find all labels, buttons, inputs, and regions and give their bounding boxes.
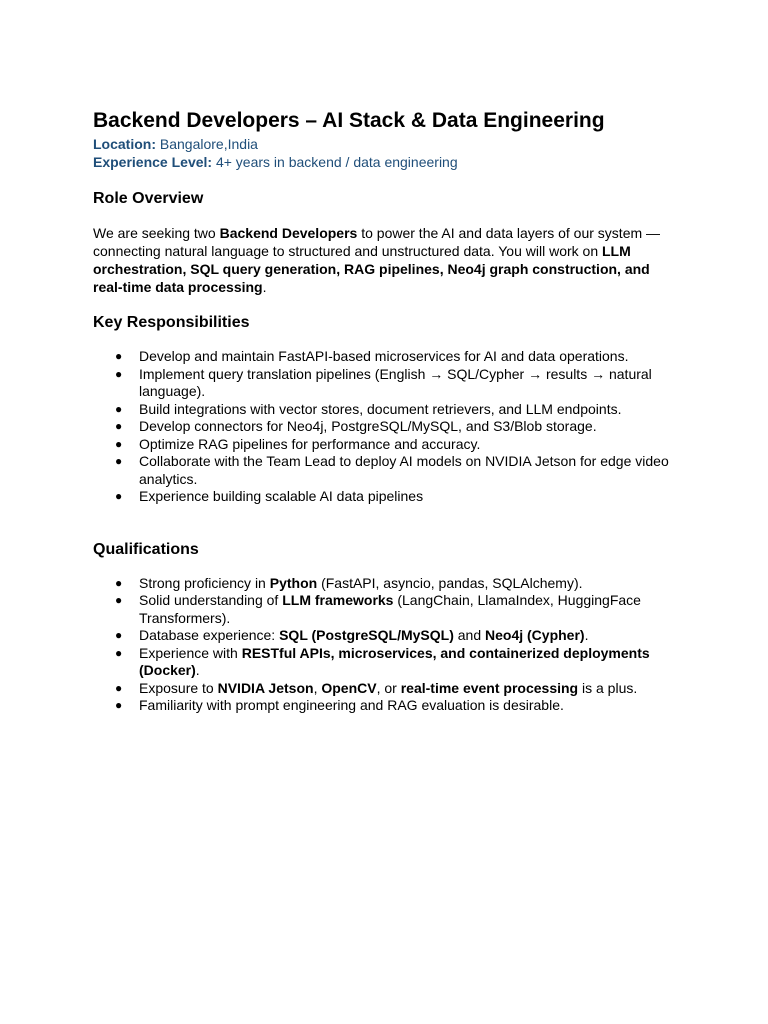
qualification-text: Familiarity with prompt engineering and RAG evaluation is desirable. (139, 697, 564, 713)
qualification-text: . (584, 627, 589, 643)
responsibility-text: Implement query translation pipelines (English → SQL/Cypher → results → natural language). (139, 365, 652, 399)
bullet-icon: ● (115, 349, 123, 363)
experience-line (93, 153, 683, 171)
bullet-icon: ● (115, 575, 123, 590)
list-item (93, 348, 683, 366)
qualifications-list (93, 575, 683, 715)
experience-value: 4+ years in backend / data engineering (212, 154, 458, 170)
qualification-bold: RESTful APIs, microservices, and containerized deployments (Docker) (139, 644, 650, 678)
qualification-bold: OpenCV (321, 679, 377, 696)
bullet-icon: ● (115, 698, 123, 712)
qualification-bold: Neo4j (Cypher) (485, 627, 585, 643)
overview-text-1: We are seeking two (93, 225, 220, 241)
document-page (93, 107, 683, 715)
qualifications-heading: Qualifications (93, 540, 199, 558)
list-item (93, 592, 683, 627)
location-label: Location: (93, 136, 156, 152)
bullet-icon: ● (115, 645, 123, 660)
qualification-bold: Python (269, 574, 318, 591)
list-item (93, 627, 683, 645)
qualification-text: Experience with (139, 644, 242, 661)
qualification-text: , (313, 679, 322, 696)
location-value: Bangalore,India (156, 136, 258, 152)
overview-bold-2: LLM orchestration, SQL query generation, RAG pipelines, Neo4j graph construction, and real-time data processing (93, 243, 650, 295)
overview-bold-1: Backend Developers (219, 225, 358, 241)
qualification-text: Strong proficiency in (139, 574, 270, 591)
bullet-icon: ● (115, 454, 123, 468)
list-item (93, 645, 683, 680)
qualification-text: and (453, 627, 485, 643)
list-item (93, 680, 683, 698)
responsibility-text: Optimize RAG pipelines for performance and accuracy. (139, 435, 481, 452)
key-responsibilities-heading: Key Responsibilities (93, 314, 250, 331)
location-line (93, 135, 683, 153)
bullet-icon: ● (115, 401, 123, 416)
bullet-icon: ● (115, 436, 123, 451)
overview-text-3: . (262, 279, 267, 295)
list-item (93, 575, 683, 593)
qualification-bold: SQL (PostgreSQL/MySQL) (279, 627, 454, 643)
responsibility-text: Develop and maintain FastAPI-based microservices for AI and data operations. (139, 348, 629, 364)
bullet-icon: ● (115, 680, 123, 695)
list-item (93, 401, 683, 419)
qualification-text: Exposure to (139, 679, 218, 696)
qualification-text: Database experience: (139, 627, 280, 643)
responsibility-text: Experience building scalable AI data pipelines (139, 488, 424, 504)
bullet-icon: ● (115, 593, 123, 607)
list-item (93, 697, 683, 715)
list-item (93, 453, 683, 488)
qualification-text: , or (376, 679, 401, 696)
responsibility-text: Build integrations with vector stores, document retrievers, and LLM endpoints. (139, 400, 622, 417)
responsibility-text: Develop connectors for Neo4j, PostgreSQL/MySQL, and S3/Blob storage. (139, 418, 597, 434)
qualification-bold: real-time event processing (400, 679, 579, 696)
qualification-text: (LangChain, LlamaIndex, HuggingFace Transformers). (139, 592, 641, 626)
list-item (93, 366, 683, 401)
list-item (93, 488, 683, 506)
experience-label: Experience Level: (93, 154, 213, 170)
qualification-text: is a plus. (578, 679, 638, 696)
qualification-bold: NVIDIA Jetson (217, 679, 314, 696)
role-overview-heading: Role Overview (93, 190, 204, 207)
responsibility-text: Collaborate with the Team Lead to deploy AI models on NVIDIA Jetson for edge video analytics. (139, 453, 669, 487)
bullet-icon: ● (115, 489, 123, 503)
responsibilities-list (93, 348, 683, 506)
qualification-text: . (195, 662, 200, 678)
page-title: Backend Developers – AI Stack & Data Engineering (93, 109, 605, 132)
bullet-icon: ● (115, 366, 123, 381)
list-item (93, 436, 683, 454)
qualification-text: Solid understanding of (139, 592, 283, 608)
bullet-icon: ● (115, 419, 123, 433)
overview-text-2: to power the AI and data layers of our system — connecting natural language to structured and unstructured data. You will work on (93, 225, 661, 259)
qualification-text: (FastAPI, asyncio, pandas, SQLAlchemy). (317, 574, 583, 591)
list-item (93, 418, 683, 436)
bullet-icon: ● (115, 628, 123, 642)
qualification-bold: LLM frameworks (282, 592, 394, 608)
role-overview-paragraph (93, 224, 683, 296)
